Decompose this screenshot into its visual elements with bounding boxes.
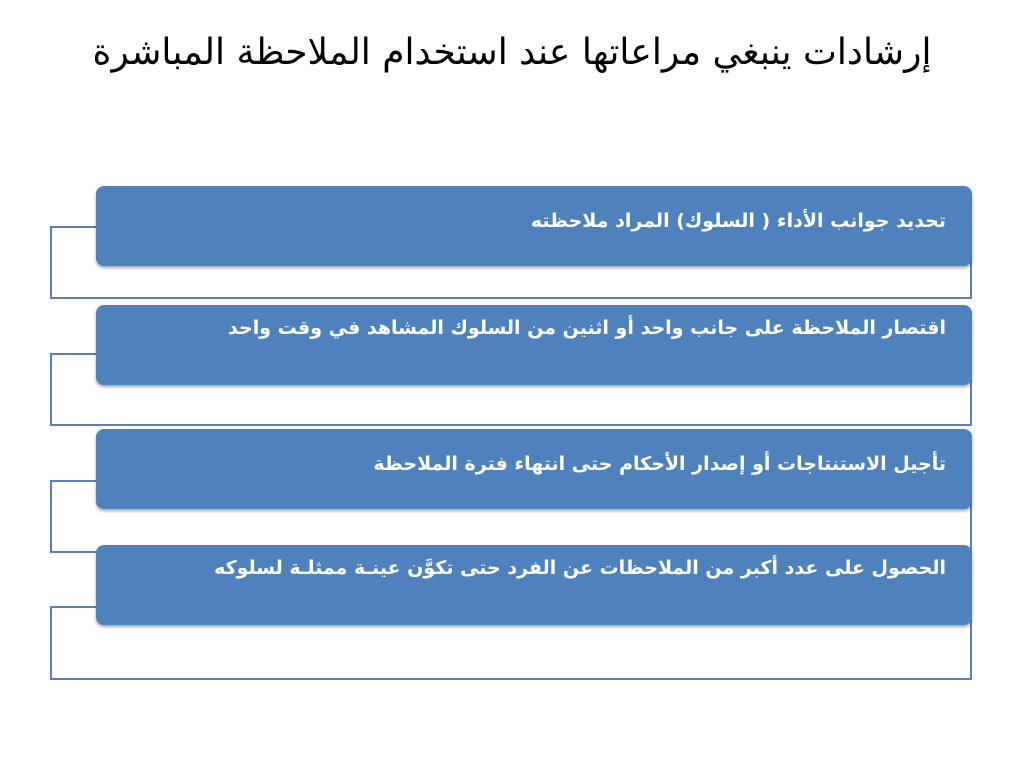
item-connector-4 xyxy=(50,606,98,608)
item-text-4: الحصول على عدد أكبر من الملاحظات عن الفرد حتى تكوَّن عينـة ممثلـة لسلوكه xyxy=(214,557,946,579)
item-connector-2 xyxy=(50,353,98,355)
item-text-1: تحديد جوانب الأداء ( السلوك) المراد ملاحظته xyxy=(530,210,946,232)
slide-title: إرشادات ينبغي مراعاتها عند استخدام الملاحظة المباشرة xyxy=(92,32,932,73)
item-connector-3 xyxy=(50,480,98,482)
item-text-3: تأجيل الاستنتاجات أو إصدار الأحكام حتى انتهاء فترة الملاحظة xyxy=(373,453,946,475)
item-bar-1 xyxy=(96,186,972,266)
item-bar-3 xyxy=(96,429,972,509)
item-text-2: اقتصار الملاحظة على جانب واحد أو اثنين من السلوك المشاهد في وقت واحد xyxy=(228,317,946,339)
item-bar-4 xyxy=(96,545,972,625)
item-connector-1 xyxy=(50,226,98,228)
item-bar-2 xyxy=(96,305,972,385)
